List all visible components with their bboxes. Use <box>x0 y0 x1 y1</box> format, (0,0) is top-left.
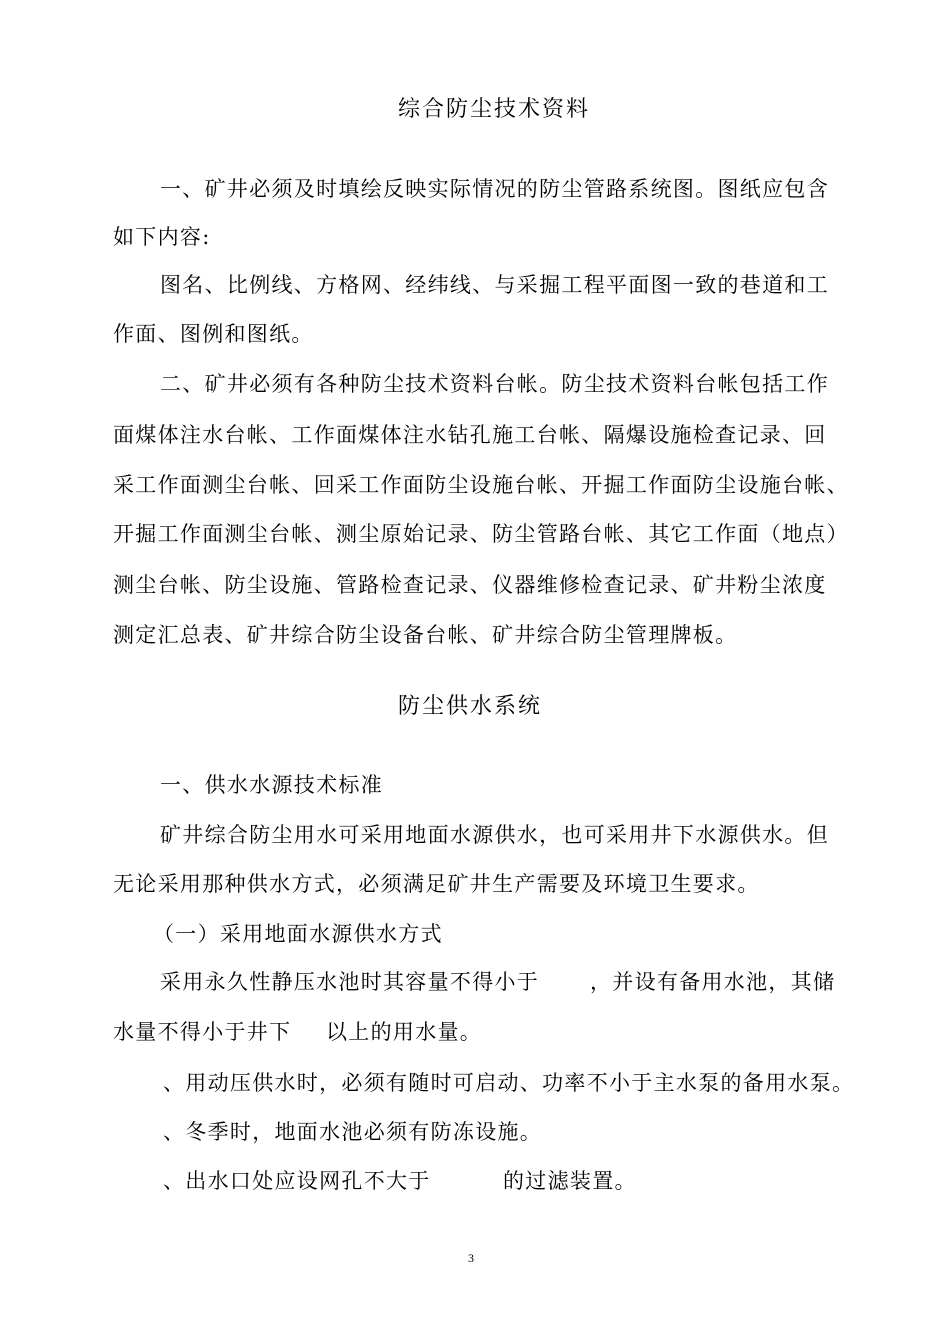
paragraph-line: 、出水口处应设网孔不大于 <box>163 1169 431 1193</box>
paragraph-line: 一、矿井必须及时填绘反映实际情况的防尘管路系统图。图纸应包含 <box>160 177 829 201</box>
paragraph-line: ，并设有备用水池，其储 <box>590 970 836 994</box>
paragraph-line: 面煤体注水台帐、工作面煤体注水钻孔施工台帐、隔爆设施检查记录、回 <box>113 423 827 447</box>
subsection-heading: （一）采用地面水源供水方式 <box>153 922 443 946</box>
paragraph-line: 采工作面测尘台帐、回采工作面防尘设施台帐、开掘工作面防尘设施台帐、 <box>113 473 849 497</box>
paragraph-line: 二、矿井必须有各种防尘技术资料台帐。防尘技术资料台帐包括工作 <box>160 372 829 396</box>
paragraph-line: 矿井综合防尘用水可采用地面水源供水，也可采用井下水源供水。但 <box>160 823 829 847</box>
section-title: 防尘供水系统 <box>398 694 543 719</box>
section-heading: 一、供水水源技术标准 <box>160 773 383 797</box>
paragraph-line: 采用永久性静压水池时其容量不得小于 <box>160 970 540 994</box>
paragraph-line: 测定汇总表、矿井综合防尘设备台帐、矿井综合防尘管理牌板。 <box>113 623 738 647</box>
page-number: 3 <box>468 1251 474 1265</box>
paragraph-line: 开掘工作面测尘台帐、测尘原始记录、防尘管路台帐、其它工作面（地点） <box>113 522 849 546</box>
paragraph-line: 水量不得小于井下 <box>113 1020 292 1044</box>
requirement-item-3: 、冬季时，地面水池必须有防冻设施。 <box>163 1120 543 1144</box>
paragraph-line: 测尘台帐、防尘设施、管路检查记录、仪器维修检查记录、矿井粉尘浓度 <box>113 573 827 597</box>
paragraph-line: 如下内容: <box>113 225 211 249</box>
paragraph-line: 以上的用水量。 <box>326 1020 483 1044</box>
paragraph-line: 图名、比例线、方格网、经纬线、与采掘工程平面图一致的巷道和工 <box>160 273 829 297</box>
paragraph-line: 的过滤装置。 <box>503 1169 637 1193</box>
requirement-item-2: 、用动压供水时，必须有随时可启动、功率不小于主水泵的备用水泵。 <box>163 1071 855 1095</box>
paragraph-line: 作面、图例和图纸。 <box>113 322 314 346</box>
paragraph-line: 无论采用那种供水方式，必须满足矿井生产需要及环境卫生要求。 <box>113 872 760 896</box>
document-title: 综合防尘技术资料 <box>398 97 591 122</box>
